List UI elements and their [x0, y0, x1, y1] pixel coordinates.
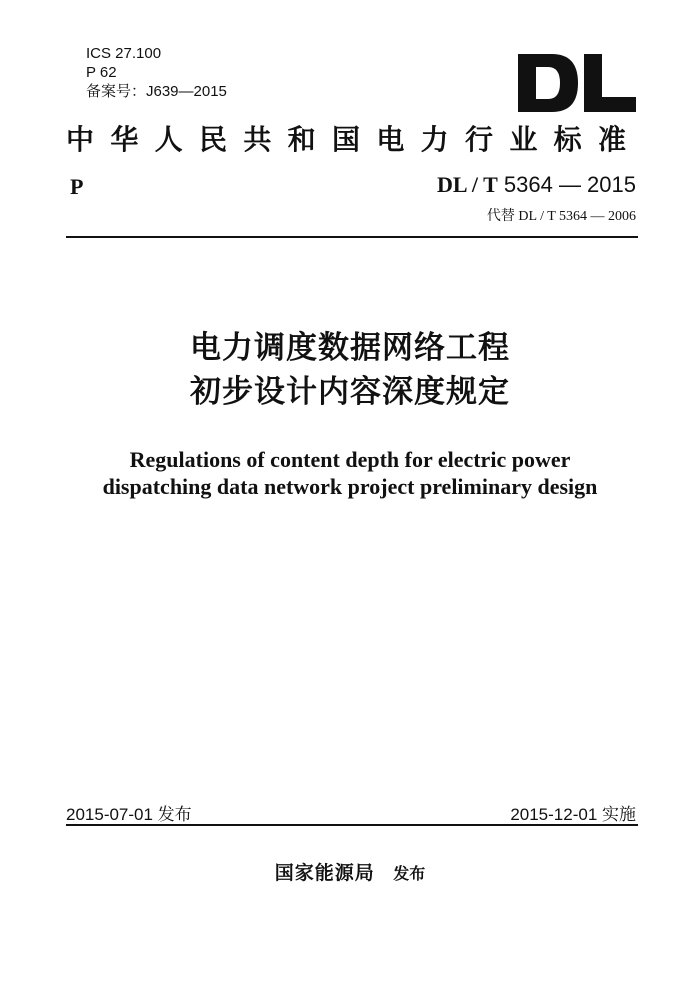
chinese-title [0, 326, 700, 414]
chinese-title-line-2: 初步设计内容深度规定 [190, 374, 510, 410]
chinese-title-line-1: 电力调度数据网络工程 [190, 330, 510, 366]
category-letter: P [70, 174, 84, 199]
filing-number: 备案号：J639—2015 [86, 83, 227, 100]
issue-date: 2015-07-01 发布 [66, 805, 192, 824]
bottom-divider [66, 824, 638, 826]
industry-standard-title: 中华人民共和国电力行业标准 [66, 123, 638, 156]
english-title [0, 446, 700, 500]
publisher [0, 858, 700, 885]
dl-logo [518, 54, 636, 112]
standard-prefix: DL / T [437, 172, 498, 197]
ics-code: ICS 27.100 [86, 45, 162, 62]
publisher-org: 国家能源局 [274, 862, 375, 884]
implementation-date: 2015-12-01 实施 [510, 805, 636, 824]
metadata-block [86, 44, 227, 101]
standard-code: 5364 — 2015 [503, 172, 636, 197]
replaces-standard: 代替 DL / T 5364 — 2006 [486, 209, 636, 224]
category-code: P 62 [86, 64, 117, 81]
top-divider [66, 236, 638, 238]
english-title-line-2: dispatching data network project preliminary design [102, 474, 598, 499]
standard-number [437, 172, 636, 198]
publisher-verb: 发布 [393, 864, 426, 883]
english-title-line-1: Regulations of content depth for electric power [129, 447, 571, 472]
